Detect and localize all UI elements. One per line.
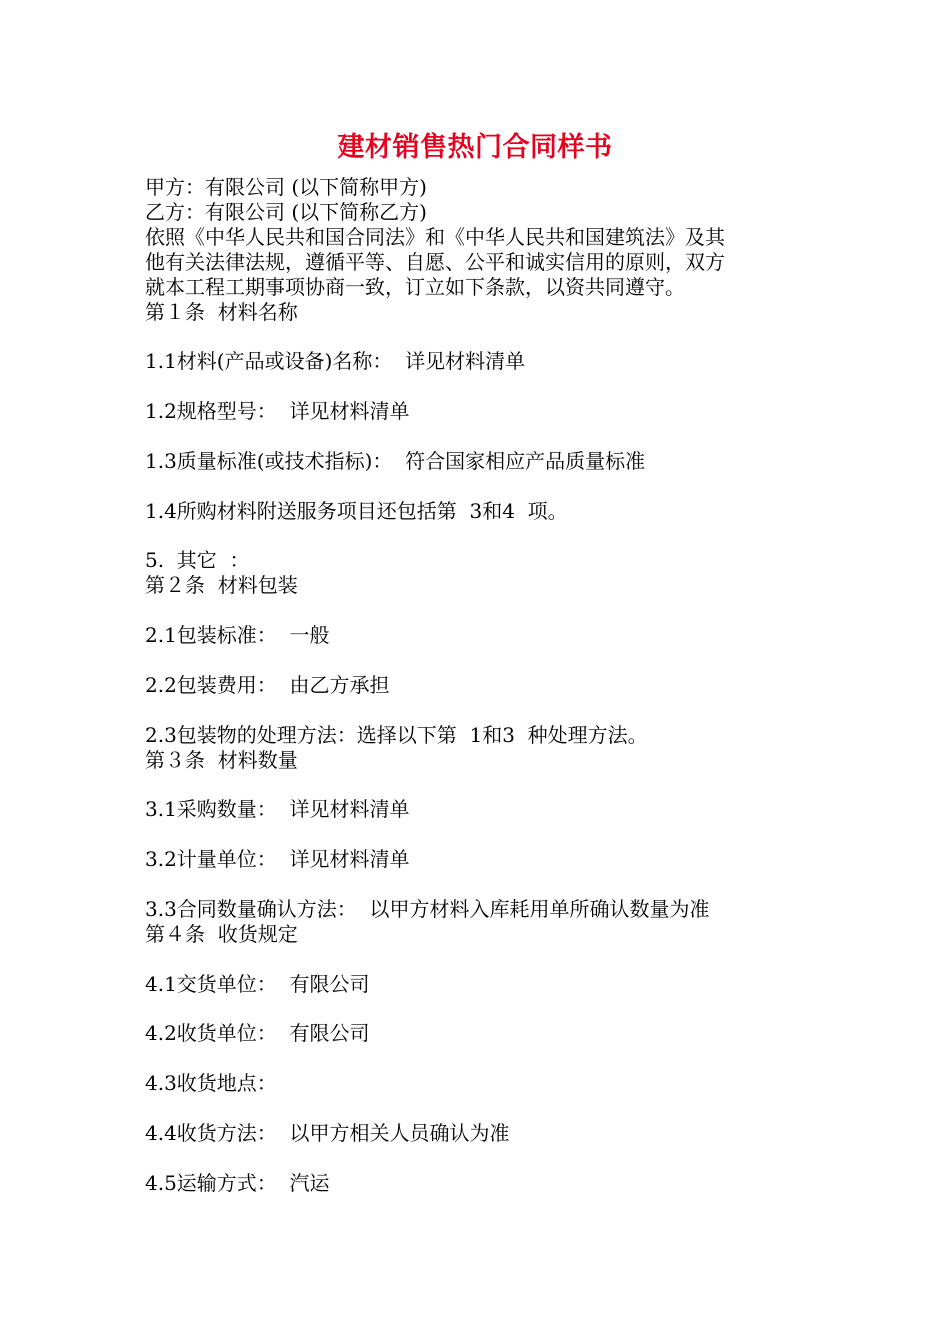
clause-1-2: 1.2规格型号： 详见材料清单 xyxy=(145,399,410,423)
clause-1-3: 1.3质量标准(或技术指标)： 符合国家相应产品质量标准 xyxy=(145,449,646,473)
clause-4-3: 4.3收货地点： xyxy=(145,1071,277,1095)
preamble-line-2: 他有关法律法规，遵循平等、自愿、公平和诚实信用的原则，双方 xyxy=(145,250,725,274)
clause-4-1: 4.1交货单位： 有限公司 xyxy=(145,972,370,996)
clause-4-5: 4.5运输方式： 汽运 xyxy=(145,1171,330,1195)
clause-2-1: 2.1包装标准： 一般 xyxy=(145,623,330,647)
clause-5-other: 5. 其它 ： xyxy=(145,548,250,572)
article-3-heading: 第３条 材料数量 xyxy=(145,748,298,772)
clause-4-2: 4.2收货单位： 有限公司 xyxy=(145,1021,370,1045)
clause-1-4: 1.4所购材料附送服务项目还包括第 3和4 项。 xyxy=(145,499,568,523)
preamble-line-3: 就本工程工期事项协商一致，订立如下条款，以资共同遵守。 xyxy=(145,275,685,299)
clause-4-4: 4.4收货方法： 以甲方相关人员确认为准 xyxy=(145,1121,510,1145)
clause-3-2: 3.2计量单位： 详见材料清单 xyxy=(145,847,410,871)
preamble-line-1: 依照《中华人民共和国合同法》和《中华人民共和国建筑法》及其 xyxy=(145,225,725,249)
clause-2-3: 2.3包装物的处理方法：选择以下第 1和3 种处理方法。 xyxy=(145,723,648,747)
article-4-heading: 第４条 收货规定 xyxy=(145,922,298,946)
article-1-heading: 第１条 材料名称 xyxy=(145,300,298,324)
document-title: 建材销售热门合同样书 xyxy=(337,132,613,163)
party-b-line: 乙方：有限公司 (以下简称乙方) xyxy=(145,200,427,224)
clause-2-2: 2.2包装费用： 由乙方承担 xyxy=(145,673,390,697)
party-a-line: 甲方：有限公司 (以下简称甲方) xyxy=(145,175,427,199)
clause-3-3: 3.3合同数量确认方法： 以甲方材料入库耗用单所确认数量为准 xyxy=(145,897,710,921)
article-2-heading: 第２条 材料包装 xyxy=(145,573,298,597)
clause-1-1: 1.1材料(产品或设备)名称： 详见材料清单 xyxy=(145,349,526,373)
clause-3-1: 3.1采购数量： 详见材料清单 xyxy=(145,797,410,821)
